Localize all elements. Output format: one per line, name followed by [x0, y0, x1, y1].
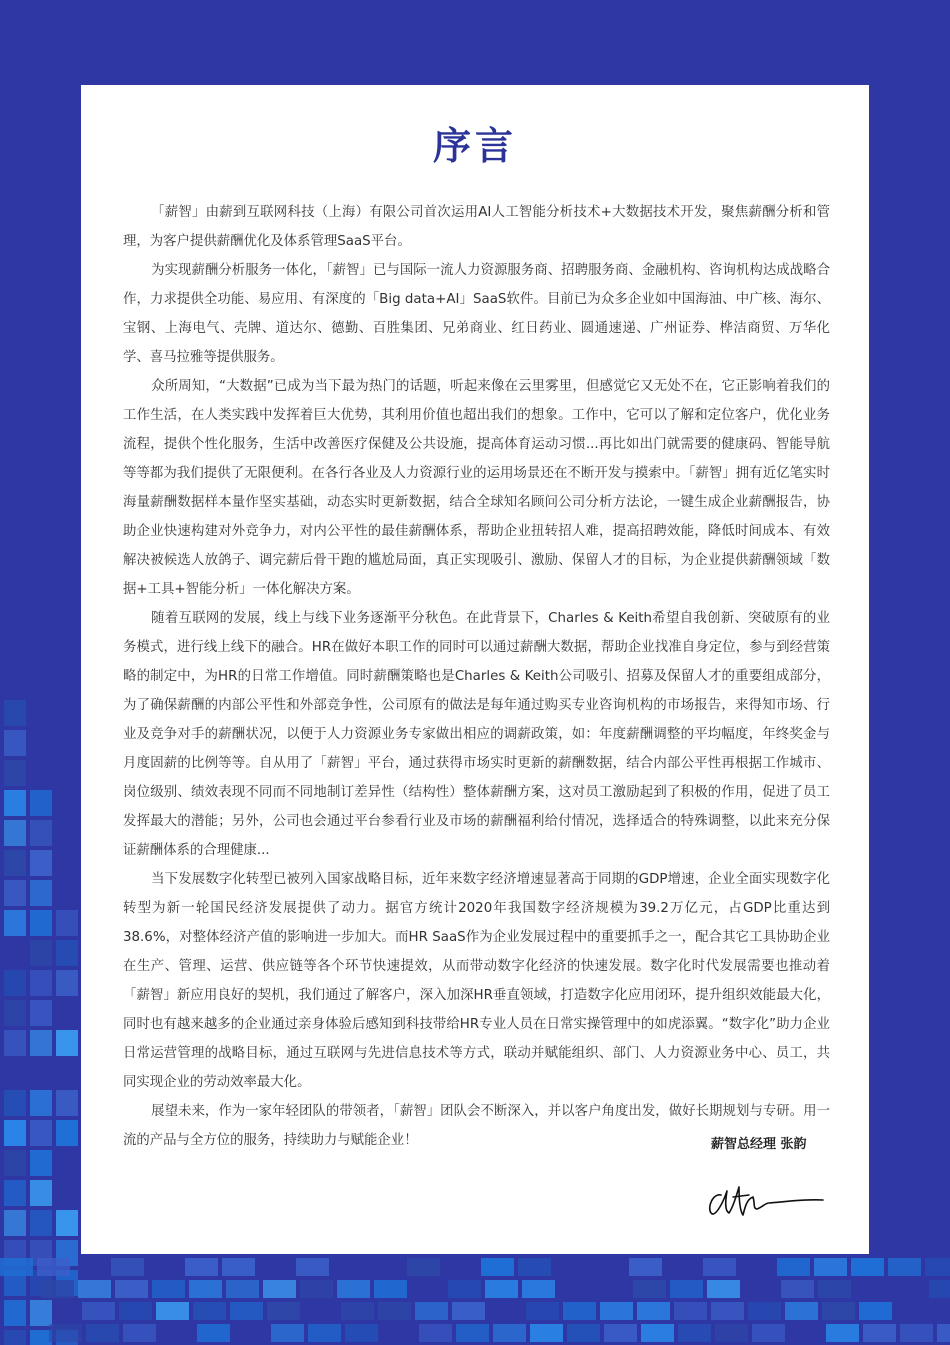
- background-tile: [859, 1302, 892, 1320]
- background-tile: [715, 1324, 748, 1342]
- background-tile: [345, 1324, 378, 1342]
- background-tile: [851, 1258, 884, 1276]
- background-tile: [378, 1302, 411, 1320]
- background-tile: [4, 820, 26, 846]
- background-tile: [341, 1302, 374, 1320]
- background-tile: [263, 1280, 296, 1298]
- background-tile: [633, 1280, 666, 1298]
- background-tile: [781, 1280, 814, 1298]
- background-tile: [818, 1280, 851, 1298]
- background-tile: [30, 1180, 52, 1206]
- background-tile: [826, 1324, 859, 1342]
- background-tile: [86, 1324, 119, 1342]
- background-tile: [82, 1302, 115, 1320]
- handwritten-signature: [703, 1173, 828, 1223]
- background-tile: [30, 820, 52, 846]
- background-tile: [185, 1258, 218, 1276]
- background-tile: [674, 1302, 707, 1320]
- background-tile: [4, 1090, 26, 1116]
- background-tile: [30, 1210, 52, 1236]
- background-tile: [604, 1324, 637, 1342]
- background-tile: [481, 1258, 514, 1276]
- background-tile: [637, 1302, 670, 1320]
- background-tile: [629, 1258, 662, 1276]
- background-tile: [30, 850, 52, 876]
- paragraph-case-study: 随着互联网的发展，线上与线下业务逐渐平分秋色。在此背景下，Charles & Keith希望自我创新、突破原有的业务模式，进行线上线下的融合。HR在做好本职工作的同时可以通过薪酬大数据，帮助企业找准自身定位，参与到经营策略的制定中，为HR的日常工作增值。同时薪酬策略也是Charles & Keith公司吸引、招募及保留人才的重要组成部分，为了确保薪酬的内部公平性和外部竞争性，公司原有的做法是每年通过购买专业咨询机构的市场报告，来得知市场、行业及竞争对手的薪酬状况，以便于人力资源业务专家做出相应的调薪政策，如：年度薪酬调整的平均幅度，年终奖金与月度固薪的比例等等。自从用了「薪智」平台，通过获得市场实时更新的薪酬数据，结合内部公平性再根据工作城市、岗位级别、绩效表现不同而不同地制订差异性（结构性）整体薪酬方案，这对员工激励起到了积极的作用，促进了员工发挥最大的潜能；另外，公司也会通过平台参看行业及市场的薪酬福利给付情况，选择适合的特殊调整，以此来充分保证薪酬体系的合理健康...: [123, 611, 830, 858]
- background-tile: [56, 910, 78, 936]
- background-tile: [222, 1258, 255, 1276]
- background-tile: [600, 1302, 633, 1320]
- background-tile: [30, 970, 52, 996]
- background-tile: [197, 1324, 230, 1342]
- background-tile: [115, 1280, 148, 1298]
- signature-name: 薪智总经理 张韵: [711, 1137, 807, 1152]
- background-tile: [485, 1280, 518, 1298]
- background-tile: [37, 1258, 70, 1276]
- background-tile: [30, 790, 52, 816]
- background-tile: [56, 970, 78, 996]
- background-tile: [30, 910, 52, 936]
- background-tile: [4, 1330, 26, 1345]
- background-tile: [56, 1120, 78, 1146]
- background-tile: [448, 1280, 481, 1298]
- background-tile: [308, 1324, 341, 1342]
- background-tile: [4, 1210, 26, 1236]
- background-tile: [567, 1324, 600, 1342]
- background-tile: [419, 1324, 452, 1342]
- background-tile: [4, 700, 26, 726]
- background-tile: [30, 940, 52, 966]
- background-tile: [78, 1280, 111, 1298]
- background-tile: [56, 940, 78, 966]
- background-tile: [641, 1324, 674, 1342]
- background-tile: [888, 1258, 921, 1276]
- background-tile: [111, 1258, 144, 1276]
- background-tile: [4, 1030, 26, 1056]
- background-tile: [518, 1258, 551, 1276]
- body-text: [123, 198, 830, 1155]
- background-tile: [56, 1210, 78, 1236]
- background-tile: [156, 1302, 189, 1320]
- background-tile: [296, 1258, 329, 1276]
- background-tile: [271, 1324, 304, 1342]
- background-tile: [703, 1258, 736, 1276]
- background-tile: [56, 1090, 78, 1116]
- background-tile: [925, 1258, 950, 1276]
- background-tile: [493, 1324, 526, 1342]
- background-tile: [0, 1258, 33, 1276]
- background-tile: [452, 1302, 485, 1320]
- background-tile: [785, 1302, 818, 1320]
- background-tile: [4, 1300, 26, 1326]
- background-tile: [929, 1280, 950, 1298]
- background-tile: [4, 880, 26, 906]
- paragraph-big-data: 众所周知，“大数据”已成为当下最为热门的话题，听起来像在云里雾里，但感觉它又无处不在，它正影响着我们的工作生活，在人类实践中发挥着巨大优势，其利用价值也超出我们的想象。工作中，它可以了解和定位客户，优化业务流程，提供个性化服务，生活中改善医疗保健及公共设施，提高体育运动习惯...再比如出门就需要的健康码、智能导航等等都为我们提供了无限便利。在各行各业及人力资源行业的运用场景还在不断开发与摸索中。「薪智」拥有近亿笔实时海量薪酬数据样本量作坚实基础，动态实时更新数据，结合全球知名顾问公司分析方法论，一键生成企业薪酬报告，协助企业快速构建对外竞争力，对内公平性的最佳薪酬体系，帮助企业扭转招人难，提高招聘效能，降低时间成本、有效解决被候选人放鸽子、调完薪后骨干跑的尴尬局面，真正实现吸引、激励、保留人才的目标，为企业提供薪酬领域「数据+工具+智能分析」一体化解决方案。: [123, 379, 830, 597]
- background-tile: [707, 1280, 740, 1298]
- background-tile: [777, 1258, 810, 1276]
- background-tile: [189, 1280, 222, 1298]
- background-tile: [193, 1302, 226, 1320]
- background-tile: [30, 1090, 52, 1116]
- background-tile: [4, 1000, 26, 1026]
- background-tile: [752, 1324, 785, 1342]
- background-tile: [4, 1120, 26, 1146]
- background-tile: [119, 1302, 152, 1320]
- background-tile: [937, 1324, 950, 1342]
- background-tile: [30, 1300, 52, 1326]
- background-tile: [41, 1280, 74, 1298]
- background-tile: [4, 850, 26, 876]
- background-tile: [30, 1330, 52, 1345]
- background-tile: [4, 760, 26, 786]
- background-tile: [822, 1302, 855, 1320]
- background-tile: [123, 1324, 156, 1342]
- background-tile: [526, 1302, 559, 1320]
- background-tile: [415, 1302, 448, 1320]
- background-tile: [563, 1302, 596, 1320]
- background-tile: [814, 1258, 847, 1276]
- background-tile: [4, 970, 26, 996]
- background-tile: [670, 1280, 703, 1298]
- paragraph-outlook: 展望未来，作为一家年轻团队的带领者，「薪智」团队会不断深入，并以客户角度出发，做好长期规划与专研。用一流的产品与全方位的服务，持续助力与赋能企业！: [123, 1104, 830, 1148]
- document-card: [81, 85, 869, 1254]
- background-tile: [30, 1150, 52, 1176]
- background-tile: [530, 1324, 563, 1342]
- background-tile: [56, 1030, 78, 1056]
- background-tile: [4, 1150, 26, 1176]
- background-tile: [30, 1000, 52, 1026]
- background-tile: [300, 1280, 333, 1298]
- background-tile: [522, 1280, 555, 1298]
- background-tile: [900, 1324, 933, 1342]
- paragraph-partners: 为实现薪酬分析服务一体化，「薪智」已与国际一流人力资源服务商、招聘服务商、金融机构、咨询机构达成战略合作，力求提供全功能、易应用、有深度的「Big data+AI」SaaS软件。目前已为众多企业如中国海油、中广核、海尔、宝钢、上海电气、壳牌、道达尔、德勤、百胜集团、兄弟商业、红日药业、圆通速递、广州证券、桦洁商贸、万华化学、喜马拉雅等提供服务。: [123, 263, 830, 365]
- background-tile: [748, 1302, 781, 1320]
- background-tile: [30, 1120, 52, 1146]
- background-tile: [374, 1280, 407, 1298]
- background-tile: [49, 1324, 82, 1342]
- background-tile: [4, 790, 26, 816]
- background-tile: [863, 1324, 896, 1342]
- background-tile: [4, 910, 26, 936]
- background-tile: [4, 1180, 26, 1206]
- background-tile: [226, 1280, 259, 1298]
- background-tile: [337, 1280, 370, 1298]
- background-tile: [456, 1324, 489, 1342]
- paragraph-digital: 当下发展数字化转型已被列入国家战略目标，近年来数字经济增速显著高于同期的GDP增速，企业全面实现数字化转型为新一轮国民经济发展提供了动力。据官方统计2020年我国数字经济规模为39.2万亿元，占GDP比重达到38.6%，对整体经济产值的影响进一步加大。而HR SaaS作为企业发展过程中的重要抓手之一，配合其它工具协助企业在生产、管理、运营、供应链等各个环节快速提效，从而带动数字化经济的快速发展。数字化时代发展需要也推动着「薪智」新应用良好的契机，我们通过了解客户，深入加深HR垂直领域，打造数字化应用闭环，提升组织效能最大化，同时也有越来越多的企业通过亲身体验后感知到科技带给HR专业人员在日常实操管理中的如虎添翼。“数字化”助力企业日常运营管理的战略目标，通过互联网与先进信息技术等方式，联动并赋能组织、部门、人力资源业务中心、员工，共同实现企业的劳动效率最大化。: [123, 872, 830, 1090]
- background-tile: [267, 1302, 300, 1320]
- background-tile: [407, 1258, 440, 1276]
- background-tile: [711, 1302, 744, 1320]
- paragraph-intro: 「薪智」由薪到互联网科技（上海）有限公司首次运用AI人工智能分析技术+大数据技术开发，聚焦薪酬分析和管理，为客户提供薪酬优化及体系管理SaaS平台。: [123, 205, 830, 249]
- background-tile: [30, 1030, 52, 1056]
- background-tile: [152, 1280, 185, 1298]
- background-tile: [678, 1324, 711, 1342]
- background-tile: [230, 1302, 263, 1320]
- page-title: 序言: [432, 124, 517, 168]
- background-tile: [30, 880, 52, 906]
- background-tile: [4, 730, 26, 756]
